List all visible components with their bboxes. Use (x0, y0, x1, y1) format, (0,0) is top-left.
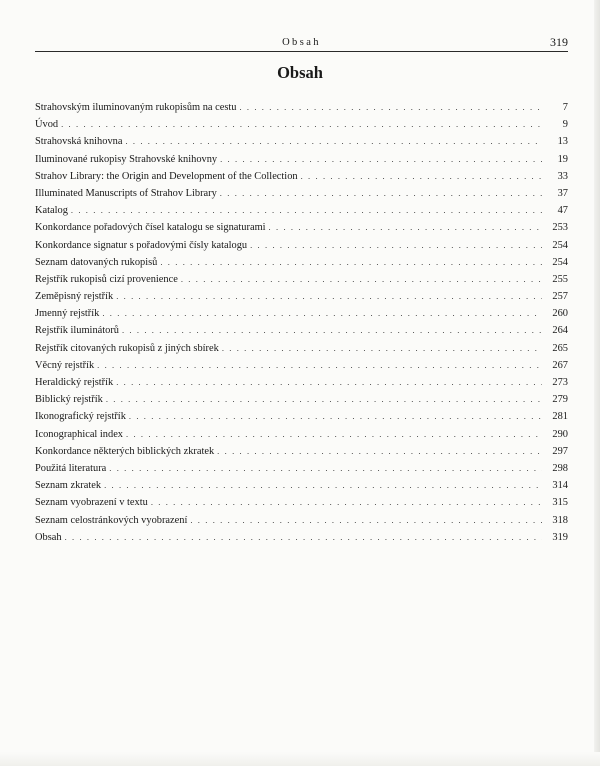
toc-entry[interactable] (35, 393, 568, 410)
toc-entry-title: Obsah (35, 531, 62, 543)
toc-dot-leader (65, 531, 542, 544)
toc-entry-page: 318 (552, 514, 568, 526)
toc-entry-page: 257 (552, 291, 568, 303)
toc-entry-title: Rejstřík iluminátorů (35, 325, 119, 337)
toc-dot-leader (61, 118, 542, 131)
toc-dot-leader (102, 307, 542, 320)
toc-entry-title: Iconographical index (35, 428, 123, 440)
toc-entry-title: Konkordance některých biblických zkratek (35, 445, 215, 457)
toc-entry[interactable] (35, 410, 568, 427)
toc-entry-title: Strahov Library: the Origin and Development of the Collection (35, 170, 298, 182)
running-page-number: 319 (550, 35, 568, 49)
toc-dot-leader (181, 273, 542, 286)
toc-dot-leader (116, 290, 542, 303)
toc-entry-title: Iluminované rukopisy Strahovské knihovny (35, 153, 218, 165)
toc-entry-page: 265 (552, 342, 568, 354)
toc-entry-page: 315 (552, 497, 568, 509)
toc-entry-page: 7 (562, 102, 568, 113)
toc-entry-title: Úvod (35, 119, 59, 131)
toc-entry-title: Ikonografický rejstřík (35, 411, 126, 423)
toc-entry-page: 298 (552, 462, 568, 474)
toc-entry-page: 255 (552, 273, 568, 285)
toc-entry[interactable] (35, 153, 568, 170)
toc-entry[interactable] (35, 531, 568, 548)
toc-entry[interactable] (35, 118, 568, 135)
toc-entry[interactable] (35, 290, 568, 307)
toc-entry[interactable] (35, 342, 568, 359)
toc-entry[interactable] (35, 324, 568, 341)
toc-entry-title: Použitá literatura (35, 462, 107, 474)
toc-entry[interactable] (35, 221, 568, 238)
toc-entry-page: 267 (552, 359, 568, 371)
toc-dot-leader (190, 514, 542, 527)
toc-entry-page: 19 (557, 153, 568, 165)
toc-dot-leader (250, 239, 542, 252)
toc-entry-title: Biblický rejstřík (35, 394, 103, 406)
toc-entry[interactable] (35, 376, 568, 393)
toc-entry[interactable] (35, 428, 568, 445)
page-bottom-edge (0, 752, 600, 766)
toc-entry-page: 13 (557, 136, 568, 148)
toc-entry-page: 47 (557, 205, 568, 217)
toc-entry-page: 9 (562, 119, 568, 131)
toc-entry[interactable] (35, 514, 568, 531)
toc-entry[interactable] (35, 462, 568, 479)
toc-entry-page: 260 (552, 308, 568, 320)
toc-dot-leader (239, 101, 542, 114)
toc-entry-title: Konkordance signatur s pořadovými čísly katalogu (35, 239, 248, 251)
page-title: Obsah (277, 63, 323, 82)
toc-dot-leader (125, 135, 542, 148)
toc-entry-page: 264 (552, 325, 568, 337)
toc-entry-title: Seznam celostránkových vyobrazení (35, 514, 188, 526)
toc-entry-page: 314 (552, 480, 568, 492)
toc-entry-title: Rejstřík rukopisů cizí provenience (35, 273, 178, 285)
table-of-contents (35, 101, 568, 548)
toc-entry-title: Illuminated Manuscripts of Strahov Library (35, 187, 217, 199)
toc-dot-leader (160, 256, 542, 269)
toc-dot-leader (301, 170, 542, 183)
toc-entry[interactable] (35, 101, 568, 118)
header-rule (35, 51, 568, 52)
toc-entry-title: Seznam vyobrazení v textu (35, 497, 148, 509)
toc-entry[interactable] (35, 445, 568, 462)
toc-entry[interactable] (35, 479, 568, 496)
toc-entry[interactable] (35, 187, 568, 204)
toc-entry[interactable] (35, 204, 568, 221)
toc-dot-leader (222, 342, 542, 355)
toc-dot-leader (217, 445, 542, 458)
toc-entry[interactable] (35, 170, 568, 187)
toc-dot-leader (122, 324, 542, 337)
toc-entry-page: 297 (552, 445, 568, 457)
toc-dot-leader (116, 376, 542, 389)
toc-dot-leader (97, 359, 542, 372)
toc-entry[interactable] (35, 256, 568, 273)
running-head (35, 37, 568, 51)
toc-dot-leader (220, 187, 542, 200)
toc-entry-page: 254 (552, 239, 568, 251)
toc-entry-title: Seznam zkratek (35, 480, 102, 492)
toc-entry-title: Heraldický rejstřík (35, 377, 114, 388)
toc-dot-leader (106, 393, 542, 406)
toc-dot-leader (269, 221, 542, 234)
toc-entry[interactable] (35, 496, 568, 513)
toc-entry-page: 290 (552, 428, 568, 440)
toc-entry-title: Konkordance pořadových čísel katalogu se signaturami (35, 222, 266, 234)
toc-entry-page: 273 (552, 377, 568, 388)
toc-entry[interactable] (35, 307, 568, 324)
toc-entry-title: Katalog (35, 205, 68, 217)
toc-entry-title: Věcný rejstřík (35, 359, 95, 371)
toc-dot-leader (129, 410, 542, 423)
toc-dot-leader (151, 496, 542, 509)
toc-entry-page: 253 (552, 222, 568, 234)
toc-entry-page: 37 (557, 187, 568, 199)
toc-entry[interactable] (35, 359, 568, 376)
toc-entry-page: 279 (552, 394, 568, 406)
toc-dot-leader (71, 204, 542, 217)
toc-entry[interactable] (35, 273, 568, 290)
toc-entry-page: 254 (552, 256, 568, 268)
toc-dot-leader (220, 153, 542, 166)
toc-entry-title: Rejstřík citovaných rukopisů z jiných sbírek (35, 342, 219, 354)
toc-dot-leader (109, 462, 542, 475)
toc-entry-page: 281 (552, 411, 568, 423)
toc-entry-page: 33 (557, 170, 568, 182)
toc-entry-title: Zeměpisný rejstřík (35, 291, 114, 303)
running-title: Obsah (282, 37, 321, 48)
page-edge (594, 0, 600, 766)
toc-entry-title: Strahovská knihovna (35, 136, 123, 148)
toc-entry[interactable] (35, 239, 568, 256)
toc-entry-page: 319 (552, 531, 568, 543)
toc-dot-leader (126, 428, 542, 441)
toc-entry-title: Jmenný rejstřík (35, 308, 100, 320)
toc-entry[interactable] (35, 135, 568, 152)
toc-dot-leader (104, 479, 542, 492)
toc-entry-title: Seznam datovaných rukopisů (35, 256, 158, 268)
toc-entry-title: Strahovským iluminovaným rukopisům na cestu (35, 102, 237, 113)
